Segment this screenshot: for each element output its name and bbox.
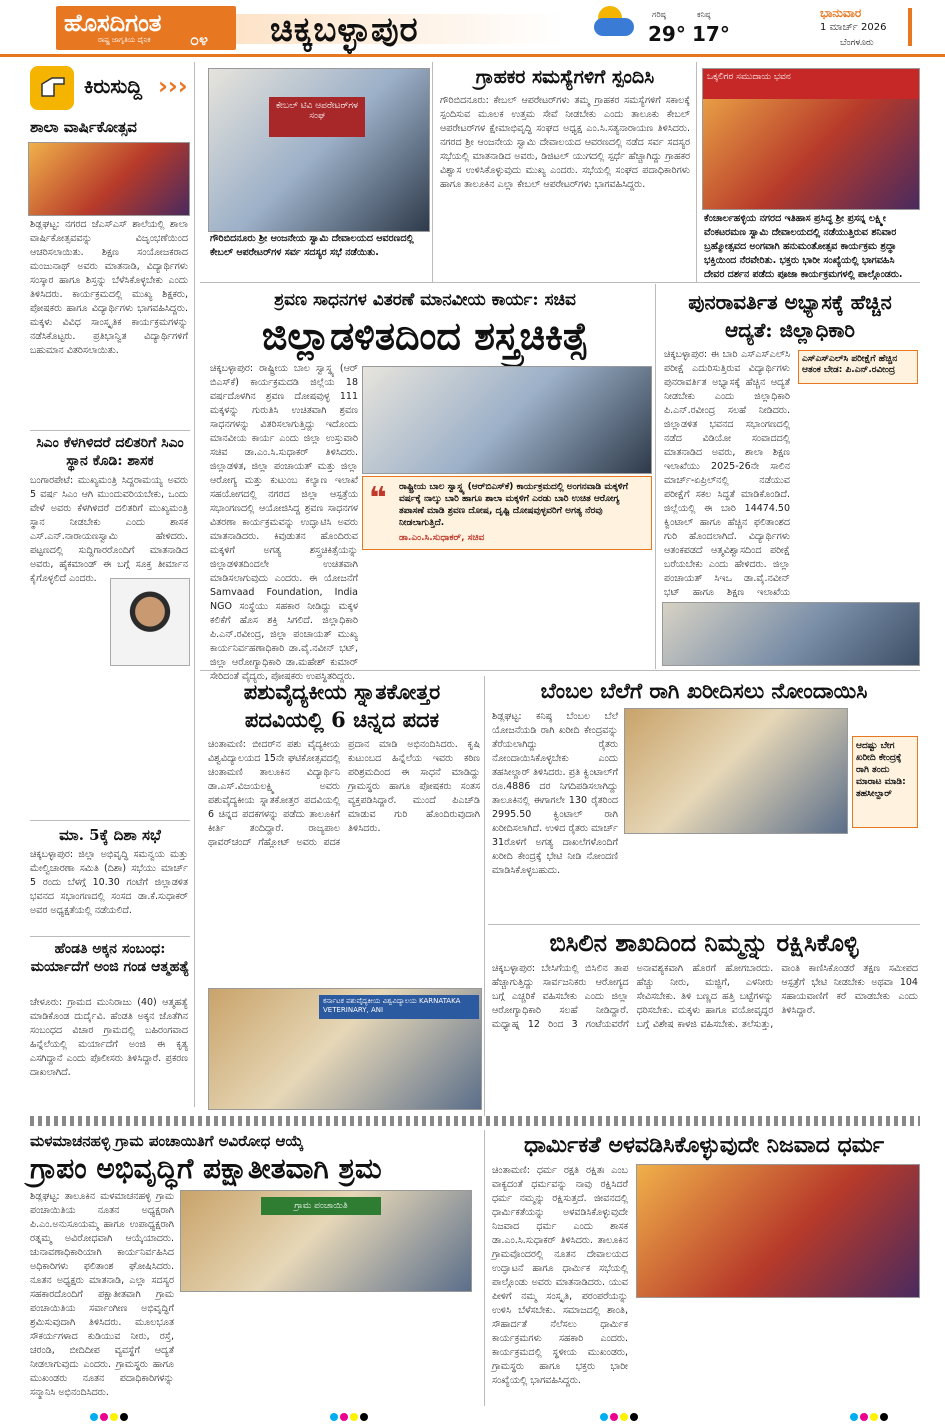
masthead (0, 0, 945, 56)
story-title: ಶಾಲಾ ವಾರ್ಷಿಕೋತ್ಸವ (30, 118, 137, 136)
photo-caption: ಕೆಂಚಾರ್ಲಹಳ್ಳಿಯ ನಗರದ ಇತಿಹಾಸ ಪ್ರಸಿದ್ಧ ಶ್ರೀ ಪ್ರಸನ್ನ ಲಕ್ಷ್ಮೀ ವೆಂಕಟರಮಣ ಸ್ವಾಮಿ ದೇವಾಲಯದಲ್ಲಿ ನಡೆಯುತ್ತಿರುವ ಶನಿವಾರ ಬ್ರಹ್ಮೋತ್ಸವದ ಅಂಗವಾಗಿ ಹನುಮಂತೋತ್ಸವ ಕಾರ್ಯಕ್ರಮ ಶ್ರದ್ಧಾ ಭಕ್ತಿಯಿಂದ ನೆರವೇರಿತು. ಭಕ್ತರು ಭಾರೀ ಸಂಖ್ಯೆಯಲ್ಲಿ ಭಾಗವಹಿಸಿ ದೇವರ ದರ್ಶನ ಪಡೆದು ಪೂಜಾ ಕಾರ್ಯಕ್ರಮಗಳಲ್ಲಿ ಪಾಲ್ಗೊಂಡರು. (704, 213, 903, 280)
paper-tagline: ರಾಷ್ಟ್ರ ಜಾಗೃತಿಯ ದೈನಿಕ (98, 36, 151, 44)
panchayat-banner: ಗ್ರಾಮ ಪಂಚಾಯಿತಿ (261, 1197, 381, 1215)
cable-meeting-photo (208, 68, 430, 232)
story-title: ಪಶುವೈದ್ಯಕೀಯ ಸ್ನಾತಕೋತ್ತರ ಪದವಿಯಲ್ಲಿ 6 ಚಿನ್ನದ ಪದಕ (243, 679, 441, 732)
weekday: ಭಾನುವಾರ (820, 6, 862, 20)
story-title: ಬೆಂಬಲ ಬೆಲೆಗೆ ರಾಗಿ ಖರೀದಿಸಲು ನೋಂದಾಯಿಸಿ (540, 678, 868, 703)
column-divider (432, 62, 433, 282)
column-divider (484, 1130, 485, 1406)
hand-point-icon (30, 66, 74, 110)
meeting-banner: ಕೇಬಲ್ ಟಿವಿ ಆಪರೇಟರ್‌ಗಳ ಸಂಘ (269, 97, 365, 137)
story-body: ಚಿಂತಾಮಣಿ: ಧರ್ಮ ರಕ್ಷತಿ ರಕ್ಷಿತಃ ಎಂಬ ವಾಕ್ಯದಂತೆ ಧರ್ಮವನ್ನು ನಾವು ರಕ್ಷಿಸಿದರೆ ಧರ್ಮ ನಮ್ಮನ್ನು ರಕ್ಷಿಸುತ್ತದೆ. ಜೀವನದಲ್ಲಿ ಧಾರ್ಮಿಕತೆಯನ್ನು ಅಳವಡಿಸಿಕೊಳ್ಳುವುದೇ ನಿಜವಾದ ಧರ್ಮ ಎಂದು ಶಾಸಕ ಡಾ.ಎಂ.ಸಿ.ಸುಧಾಕರ್ ತಿಳಿಸಿದರು. ತಾಲೂಕಿನ ಗ್ರಾಮವೊಂದರಲ್ಲಿ ನೂತನ ದೇವಾಲಯದ ಉದ್ಘಾಟನೆ ಹಾಗೂ ಧಾರ್ಮಿಕ ಸಭೆಯಲ್ಲಿ ಪಾಲ್ಗೊಂಡು ಅವರು ಮಾತನಾಡಿದರು. ಯುವ ಪೀಳಿಗೆ ನಮ್ಮ ಸಂಸ್ಕೃತಿ, ಪರಂಪರೆಯನ್ನು ಉಳಿಸಿ ಬೆಳೆಸಬೇಕು. ಸಮಾಜದಲ್ಲಿ ಶಾಂತಿ, ಸೌಹಾರ್ದತೆ ನೆಲೆಸಲು ಧಾರ್ಮಿಕ ಕಾರ್ಯಕ್ರಮಗಳು ಸಹಕಾರಿ ಎಂದರು. ಕಾರ್ಯಕ್ರಮದಲ್ಲಿ ಸ್ಥಳೀಯ ಮುಖಂಡರು, ಗ್ರಾಮಸ್ಥರು ಹಾಗೂ ಭಕ್ತರು ಭಾರೀ ಸಂಖ್ಯೆಯಲ್ಲಿ ಭಾಗವಹಿಸಿದ್ದರು. (492, 1165, 628, 1386)
quote-mark-icon: ❝ (369, 481, 387, 516)
masthead-marker (908, 8, 912, 46)
story-body-cont (30, 578, 106, 664)
video-conference-photo (662, 602, 920, 666)
section-rule (30, 936, 190, 937)
story-title: ಗ್ರಾಹಕರ ಸಮಸ್ಯೆಗಳಿಗೆ ಸ್ಪಂದಿಸಿ (475, 66, 655, 88)
story-title: ಧಾರ್ಮಿಕತೆ ಅಳವಡಿಸಿಕೊಳ್ಳುವುದೇ ನಿಜವಾದ ಧರ್ಮ (523, 1132, 885, 1158)
quote-author: ಡಾ.ಎಂ.ಸಿ.ಸುಧಾಕರ್, ಸಚಿವ (399, 533, 485, 543)
story-title: ಗ್ರಾಪಂ ಅಭಿವೃದ್ಧಿಗೆ ಪಕ್ಷಾತೀತವಾಗಿ ಶ್ರಮ (30, 1152, 382, 1185)
lead-kicker: ಶ್ರವಣ ಸಾಧನಗಳ ವಿತರಣೆ ಮಾನವೀಯ ಕಾರ್ಯ: ಸಚಿವ (274, 290, 576, 310)
story-body-cont (798, 390, 918, 600)
story-title: ಪುನರಾವರ್ತಿತ ಅಭ್ಯಾಸಕ್ಕೆ ಹೆಚ್ಚಿನ ಆದ್ಯತೆ: ಜಿಲ್ಲಾಧಿಕಾರಿ (688, 290, 892, 342)
registration-marks (0, 1406, 945, 1416)
story-body-cont (180, 1294, 470, 1404)
lead-body: ಚಿಕ್ಕಬಳ್ಳಾಪುರ: ರಾಷ್ಟ್ರೀಯ ಬಾಲ ಸ್ವಾಸ್ಥ್ಯ (ಆರ್ ಬಿಎಸ್‌ಕೆ) ಕಾರ್ಯಕ್ರಮದಡಿ ಜಿಲ್ಲೆಯ 18 ವರ್ಷದೊಳಗಿನ ಶ್ರವಣ ದೋಷವುಳ್ಳ 111 ಮಕ್ಕಳನ್ನು ಗುರುತಿಸಿ ಉಚಿತವಾಗಿ ಶ್ರವಣ ಸಾಧನಗಳನ್ನು ವಿತರಿಸಲಾಗುತ್ತಿದ್ದು ಇದೊಂದು ಮಾನವೀಯ ಕಾರ್ಯ ಎಂದು ಜಿಲ್ಲಾ ಉಸ್ತುವಾರಿ ಸಚಿವ ಡಾ.ಎಂ.ಸಿ.ಸುಧಾಕರ್ ತಿಳಿಸಿದರು. ಜಿಲ್ಲಾಡಳಿತ, ಜಿಲ್ಲಾ ಪಂಚಾಯತ್ ಮತ್ತು ಜಿಲ್ಲಾ ಆರೋಗ್ಯ ಮತ್ತು ಕುಟುಂಬ ಕಲ್ಯಾಣ ಇಲಾಖೆ ಸಹಯೋಗದಲ್ಲಿ ನಗರದ ಜಿಲ್ಲಾ ಆಸ್ಪತ್ರೆಯ ಸಭಾಂಗಣದಲ್ಲಿ ಆಯೋಜಿಸಿದ್ದ ಶ್ರವಣ ಸಾಧನಗಳ ವಿತರಣಾ ಕಾರ್ಯಕ್ರಮವನ್ನು ಉದ್ಘಾಟಿಸಿ ಅವರು ಮಾತನಾಡಿದರು. ಕಿವುಡುತನ ಹೊಂದಿರುವ ಮಕ್ಕಳಿಗೆ ಅಗತ್ಯ ಶಸ್ತ್ರಚಿಕಿತ್ಸೆಯನ್ನು ಜಿಲ್ಲಾಡಳಿತದಿಂದಲೇ ಉಚಿತವಾಗಿ ಮಾಡಿಸಲಾಗುವುದು ಎಂದರು. ಈ ಯೋಜನೆಗೆ Samvaad Foundation, India NGO ಸಂಸ್ಥೆಯು ಸಹಕಾರ ನೀಡಿದ್ದು ಮಕ್ಕಳ ಕಲಿಕೆಗೆ ಹೊಸ ಶಕ್ತಿ ಸಿಗಲಿದೆ. ಜಿಲ್ಲಾಧಿಕಾರಿ ಪಿ.ಎನ್.ರವೀಂದ್ರ, ಜಿಲ್ಲಾ ಪಂಚಾಯತ್ ಮುಖ್ಯ ಕಾರ್ಯನಿರ್ವಹಣಾಧಿಕಾರಿ ಡಾ.ವೈ.ನವೀನ್ ಭಟ್, ಜಿಲ್ಲಾ ಆರೋಗ್ಯಾಧಿಕಾರಿ ಡಾ.ಮಹೇಶ್ ಕುಮಾರ್ ಸೇರಿದಂತೆ ವೈದ್ಯರು, ಪೋಷಕರು ಉಪಸ್ಥಿತರಿದ್ದರು. (210, 363, 358, 682)
story-body: ಚೇಳೂರು: ಗ್ರಾಮದ ಮುನಿರಾಜು (40) ಆತ್ಮಹತ್ಯೆ ಮಾಡಿಕೊಂಡ ದುರ್ದೈವಿ. ಹೆಂಡತಿ ಅಕ್ಕನ ಜೊತೆಗಿನ ಸಂಬಂಧದ ವಿಚಾರ ಗ್ರಾಮದಲ್ಲಿ ಬಹಿರಂಗವಾದ ಹಿನ್ನೆಲೆಯಲ್ಲಿ ಮರ್ಯಾದೆಗೆ ಅಂಜಿ ಈ ಕೃತ್ಯ ಎಸಗಿದ್ದಾನೆ ಎಂದು ಪೊಲೀಸರು ತಿಳಿಸಿದ್ದಾರೆ. ಪ್ರಕರಣ ದಾಖಲಾಗಿದೆ. (30, 997, 188, 1078)
issue-date: 1 ಮಾರ್ಚ್ 2026 (820, 22, 887, 33)
story-sidebox: ಎಸ್ಎಸ್ಎಲ್‌ಸಿ ಪರೀಕ್ಷೆಗೆ ಹೆಚ್ಚಿನ ಆತಂಕ ಬೇಡ: ಪಿ.ಎನ್.ರವೀಂದ್ರ (798, 350, 918, 384)
story-body: ಗೌರಿಬಿದನೂರು: ಕೇಬಲ್ ಆಪರೇಟರ್‌ಗಳು ತಮ್ಮ ಗ್ರಾಹಕರ ಸಮಸ್ಯೆಗಳಿಗೆ ಸಕಾಲಕ್ಕೆ ಸ್ಪಂದಿಸುವ ಮೂಲಕ ಉತ್ತಮ ಸೇವೆ ನೀಡಬೇಕು ಎಂದು ತಾಲೂಕು ಕೇಬಲ್ ಆಪರೇಟರ್‌ಗಳ ಕ್ಷೇಮಾಭಿವೃದ್ಧಿ ಸಂಘದ ಅಧ್ಯಕ್ಷ ಎಂ.ಸಿ.ಸತ್ಯನಾರಾಯಣ ತಿಳಿಸಿದರು. ನಗರದ ಶ್ರೀ ಆಂಜನೇಯ ಸ್ವಾಮಿ ದೇವಾಲಯದ ಆವರಣದಲ್ಲಿ ನಡೆದ ಸರ್ವ ಸದಸ್ಯರ ಸಭೆಯಲ್ಲಿ ಮಾತನಾಡಿದ ಅವರು, ಡಿಜಿಟಲ್ ಯುಗದಲ್ಲಿ ಸ್ಪರ್ಧೆ ಹೆಚ್ಚಾಗಿದ್ದು ಗ್ರಾಹಕರ ವಿಶ್ವಾಸ ಉಳಿಸಿಕೊಳ್ಳುವುದು ಮುಖ್ಯ ಎಂದರು. ಸಭೆಯಲ್ಲಿ ಸಂಘದ ಪದಾಧಿಕಾರಿಗಳು ಹಾಗೂ ತಾಲೂಕಿನ ಎಲ್ಲಾ ಕೇಬಲ್ ಆಪರೇಟರ್‌ಗಳು ಭಾಗವಹಿಸಿದ್ದರು. (440, 95, 690, 190)
story-sidebox: ಆದಷ್ಟು ಬೇಗ ಖರೀದಿ ಕೇಂದ್ರಕ್ಕೆ ರಾಗಿ ತಂದು ಮಾರಾಟ ಮಾಡಿ: ತಹಸೀಲ್ದಾರ್ (852, 736, 918, 828)
section-rule (30, 820, 190, 821)
religious-event-photo (636, 1164, 920, 1298)
section-rule (30, 430, 190, 431)
story-title: ಸಿಎಂ ಕೆಳಗಿಳಿದರೆ ದಲಿತರಿಗೆ ಸಿಎಂ ಸ್ಥಾನ ಕೊಡಿ: ಶಾಸಕ (36, 435, 184, 469)
quote-text: ರಾಷ್ಟ್ರೀಯ ಬಾಲ ಸ್ವಾಸ್ಥ್ಯ (ಆರ್‌ಬಿಎಸ್‌ಕೆ) ಕಾರ್ಯಕ್ರಮದಲ್ಲಿ ಅಂಗನವಾಡಿ ಮಕ್ಕಳಿಗೆ ವರ್ಷಕ್ಕೆ ನಾಲ್ಕು ಬಾರಿ ಹಾಗೂ ಶಾಲಾ ಮಕ್ಕಳಿಗೆ ಎರಡು ಬಾರಿ ಉಚಿತ ಆರೋಗ್ಯ ತಪಾಸಣೆ ಮಾಡಿ ಶ್ರವಣ ದೋಷ, ದೃಷ್ಟಿ ದೋಷವುಳ್ಳವರಿಗೆ ಅಗತ್ಯ ನೆರವು ನೀಡಲಾಗುತ್ತಿದೆ. (399, 482, 628, 528)
story-title: ಹೆಂಡತಿ ಅಕ್ಕನ ಸಂಬಂಧ: ಮರ್ಯಾದೆಗೆ ಅಂಜಿ ಗಂಡ ಆತ್ಮಹತ್ಯೆ (30, 941, 190, 975)
story-body-cont (624, 836, 918, 920)
column-divider (194, 62, 195, 1107)
ragi-center-photo (624, 708, 848, 834)
issue-place: ಬೆಂಗಳೂರು (840, 38, 874, 48)
column-divider (655, 284, 656, 669)
story-body: ಚಿಂತಾಮಣಿ: ಬೀದರ್‌ನ ಪಶು ವೈದ್ಯಕೀಯ ವಿಶ್ವವಿದ್ಯಾಲಯದ 15ನೇ ಘಟಿಕೋತ್ಸವದಲ್ಲಿ ಚಿಂತಾಮಣಿ ತಾಲೂಕಿನ ವಿದ್ಯಾರ್ಥಿನಿ ಡಾ.ಎಸ್.ವಿಜಯಲಕ್ಷ್ಮಿ ಅವರು ಪಶುವೈದ್ಯಕೀಯ ಸ್ನಾತಕೋತ್ತರ ಪದವಿಯಲ್ಲಿ 6 ಚಿನ್ನದ ಪದಕಗಳನ್ನು ಪಡೆದು ತಾಲೂಕಿಗೆ ಕೀರ್ತಿ ತಂದಿದ್ದಾರೆ. ರಾಜ್ಯಪಾಲ ಥಾವರ್‌ಚಂದ್ ಗೆಹ್ಲೋಟ್ ಅವರು ಪದಕ ಪ್ರದಾನ ಮಾಡಿ ಅಭಿನಂದಿಸಿದರು. ಕೃಷಿ ಕುಟುಂಬದ ಹಿನ್ನೆಲೆಯ ಇವರು ಕಠಿಣ ಪರಿಶ್ರಮದಿಂದ ಈ ಸಾಧನೆ ಮಾಡಿದ್ದು ಗ್ರಾಮಸ್ಥರು ಹಾಗೂ ಪೋಷಕರು ಸಂತಸ ವ್ಯಕ್ತಪಡಿಸಿದ್ದಾರೆ. ಮುಂದೆ ಪಿಎಚ್‌ಡಿ ಮಾಡುವ ಗುರಿ ಹೊಂದಿರುವುದಾಗಿ ತಿಳಿಸಿದರು. (208, 739, 480, 848)
story-body: ಶಿಡ್ಲಘಟ್ಟ: ಕನಿಷ್ಠ ಬೆಂಬಲ ಬೆಲೆ ಯೋಜನೆಯಡಿ ರಾಗಿ ಖರೀದಿ ಕೇಂದ್ರವನ್ನು ತೆರೆಯಲಾಗಿದ್ದು ರೈತರು ನೋಂದಾಯಿಸಿಕೊಳ್ಳಬೇಕು ಎಂದು ತಹಸೀಲ್ದಾರ್ ತಿಳಿಸಿದರು. ಪ್ರತಿ ಕ್ವಿಂಟಾಲ್‌ಗೆ ರೂ.4886 ದರ ನಿಗದಿಪಡಿಸಲಾಗಿದ್ದು ತಾಲೂಕಿನಲ್ಲಿ ಈಗಾಗಲೇ 130 ರೈತರಿಂದ 2995.50 ಕ್ವಿಂಟಾಲ್ ರಾಗಿ ಖರೀದಿಸಲಾಗಿದೆ. ಉಳಿದ ರೈತರು ಮಾರ್ಚ್ 31ರೊಳಗೆ ಅಗತ್ಯ ದಾಖಲೆಗಳೊಂದಿಗೆ ಖರೀದಿ ಕೇಂದ್ರಕ್ಕೆ ಭೇಟಿ ನೀಡಿ ನೋಂದಣಿ ಮಾಡಿಸಿಕೊಳ್ಳಬಹುದು. (492, 711, 618, 876)
max-temp-label: ಗರಿಷ್ಠ (652, 10, 666, 19)
section-rule (488, 924, 920, 925)
photo-caption: ಗೌರಿಬಿದನೂರು ಶ್ರೀ ಆಂಜನೇಯ ಸ್ವಾಮಿ ದೇವಾಲಯದ ಆವರಣದಲ್ಲಿ ಕೇಬಲ್ ಆಪರೇಟರ್‌ಗಳ ಸರ್ವ ಸದಸ್ಯರ ಸಭೆ ನಡೆಯಿತು. (210, 233, 414, 258)
quote-box (362, 476, 652, 550)
story-body: ಶಿಡ್ಲಘಟ್ಟ: ನಗರದ ಜೆಎಸ್‌ಎಸ್ ಶಾಲೆಯಲ್ಲಿ ಶಾಲಾ ವಾರ್ಷಿಕೋತ್ಸವವನ್ನು ವಿಜೃಂಭಣೆಯಿಂದ ಆಚರಿಸಲಾಯಿತು. ಶಿಕ್ಷಣ ಸಂಯೋಜಕರಾದ ಮಂಜುನಾಥ್ ಅವರು ಮಾತನಾಡಿ, ವಿದ್ಯಾರ್ಥಿಗಳು ಸಂಸ್ಕಾರ ಹಾಗೂ ಶಿಸ್ತನ್ನು ಬೆಳೆಸಿಕೊಳ್ಳಬೇಕು ಎಂದು ತಿಳಿಸಿದರು. ಕಾರ್ಯಕ್ರಮದಲ್ಲಿ ಮುಖ್ಯ ಶಿಕ್ಷಕರು, ಪೋಷಕರು ಹಾಗೂ ವಿದ್ಯಾರ್ಥಿಗಳು ಭಾಗವಹಿಸಿದ್ದರು. ಮಕ್ಕಳು ವಿವಿಧ ಸಾಂಸ್ಕೃತಿಕ ಕಾರ್ಯಕ್ರಮಗಳನ್ನು ನಡೆಸಿಕೊಟ್ಟರು. ಪ್ರತಿಭಾನ್ವಿತ ವಿದ್ಯಾರ್ಥಿಗಳಿಗೆ ಬಹುಮಾನ ವಿತರಿಸಲಾಯಿತು. (30, 219, 188, 356)
story-body: ಚಿಕ್ಕಬಳ್ಳಾಪುರ: ಈ ಬಾರಿ ಎಸ್‌ಎಸ್‌ಎಲ್‌ಸಿ ಪರೀಕ್ಷೆ ಎದುರಿಸುತ್ತಿರುವ ವಿದ್ಯಾರ್ಥಿಗಳು ಪುನರಾವರ್ತಿತ ಅಭ್ಯಾಸಕ್ಕೆ ಹೆಚ್ಚಿನ ಆದ್ಯತೆ ನೀಡಬೇಕು ಎಂದು ಜಿಲ್ಲಾಧಿಕಾರಿ ಪಿ.ಎನ್.ರವೀಂದ್ರ ಸಲಹೆ ನೀಡಿದರು. ಜಿಲ್ಲಾಡಳಿತ ಭವನದ ಸಭಾಂಗಣದಲ್ಲಿ ನಡೆದ ವಿಡಿಯೋ ಸಂವಾದದಲ್ಲಿ ಮಾತನಾಡಿದ ಅವರು, ಶಾಲಾ ಶಿಕ್ಷಣ ಇಲಾಖೆಯು 2025-26ನೇ ಸಾಲಿನ ಮಾರ್ಚ್-ಏಪ್ರಿಲ್‌ನಲ್ಲಿ ನಡೆಯುವ ಪರೀಕ್ಷೆಗೆ ಸಕಲ ಸಿದ್ಧತೆ ಮಾಡಿಕೊಂಡಿದೆ. ಜಿಲ್ಲೆಯಲ್ಲಿ ಈ ಬಾರಿ 14474.50 ಕ್ವಿಂಟಾಲ್ ಹಾಗೂ ಹೆಚ್ಚಿನ ಫಲಿತಾಂಶದ ಗುರಿ ಹೊಂದಲಾಗಿದೆ. ವಿದ್ಯಾರ್ಥಿಗಳು ಆತಂಕಪಡದೆ ಆತ್ಮವಿಶ್ವಾಸದಿಂದ ಪರೀಕ್ಷೆ ಬರೆಯಬೇಕು ಎಂದು ಹೇಳಿದರು. ಜಿಲ್ಲಾ ಪಂಚಾಯತ್ ಸಿಇಒ ಡಾ.ವೈ.ನವೀನ್ ಭಟ್ ಹಾಗೂ ಶಿಕ್ಷಣ ಇಲಾಖೆಯ (664, 349, 790, 598)
story-body: ಬಂಗಾರಪೇಟೆ: ಮುಖ್ಯಮಂತ್ರಿ ಸಿದ್ದರಾಮಯ್ಯ ಅವರು 5 ವರ್ಷ ಸಿಎಂ ಆಗಿ ಮುಂದುವರಿಯಬೇಕು, ಒಂದು ವೇಳೆ ಅವರು ಕೆಳಗಿಳಿದರೆ ದಲಿತರಿಗೆ ಮುಖ್ಯಮಂತ್ರಿ ಸ್ಥಾನ ನೀಡಬೇಕು ಎಂದು ಶಾಸಕ ಎಸ್.ಎನ್.ನಾರಾಯಣಸ್ವಾಮಿ ಹೇಳಿದರು. ಪಟ್ಟಣದಲ್ಲಿ ಸುದ್ದಿಗಾರರೊಂದಿಗೆ ಮಾತನಾಡಿದ ಅವರು, ಹೈಕಮಾಂಡ್ ಈ ಬಗ್ಗೆ ಸೂಕ್ತ ತೀರ್ಮಾನ ಕೈಗೊಳ್ಳಲಿದೆ ಎಂದರು. (30, 475, 188, 584)
story-body: ಚಿಕ್ಕಬಳ್ಳಾಪುರ: ಬೇಸಿಗೆಯಲ್ಲಿ ಬಿಸಿಲಿನ ತಾಪ ಹೆಚ್ಚಾಗುತ್ತಿದ್ದು ಸಾರ್ವಜನಿಕರು ಆರೋಗ್ಯದ ಬಗ್ಗೆ ಎಚ್ಚರಿಕೆ ವಹಿಸಬೇಕು ಎಂದು ಜಿಲ್ಲಾ ಆರೋಗ್ಯಾಧಿಕಾರಿ ಸಲಹೆ ನೀಡಿದ್ದಾರೆ. ಮಧ್ಯಾಹ್ನ 12 ರಿಂದ 3 ಗಂಟೆಯವರೆಗೆ ಅನಾವಶ್ಯಕವಾಗಿ ಹೊರಗೆ ಹೋಗಬಾರದು. ಹೆಚ್ಚು ನೀರು, ಮಜ್ಜಿಗೆ, ಎಳನೀರು ಸೇವಿಸಬೇಕು. ತಿಳಿ ಬಣ್ಣದ ಹತ್ತಿ ಬಟ್ಟೆಗಳನ್ನು ಧರಿಸಬೇಕು. ಮಕ್ಕಳು ಹಾಗೂ ವಯೋವೃದ್ಧರ ಬಗ್ಗೆ ವಿಶೇಷ ಕಾಳಜಿ ವಹಿಸಬೇಕು. ತಲೆಸುತ್ತು, ವಾಂತಿ ಕಾಣಿಸಿಕೊಂಡರೆ ತಕ್ಷಣ ಸಮೀಪದ ಆಸ್ಪತ್ರೆಗೆ ಭೇಟಿ ನೀಡಬೇಕು ಅಥವಾ 104 ಸಹಾಯವಾಣಿಗೆ ಕರೆ ಮಾಡಬೇಕು ಎಂದು ತಿಳಿಸಿದ್ದಾರೆ. (492, 963, 918, 1030)
hall-banner: ಒಕ್ಕಲಿಗರ ಸಮುದಾಯ ಭವನ (703, 69, 919, 99)
temple-event-photo (702, 68, 920, 210)
lead-body-cont (362, 552, 650, 660)
lead-title: ಜಿಲ್ಲಾಡಳಿತದಿಂದ ಶಸ್ತ್ರಚಿಕಿತ್ಸೆ (261, 313, 589, 358)
min-temp: 17° (692, 22, 730, 46)
column-divider (696, 62, 697, 282)
story-kicker: ಮಳಮಾಚನಹಳ್ಳಿ ಗ್ರಾಮ ಪಂಚಾಯಿತಿಗೆ ಅವಿರೋಧ ಆಯ್ಕೆ (30, 1132, 304, 1150)
story-title: ಮಾ. 5ಕ್ಕೆ ದಿಶಾ ಸಭೆ (59, 826, 161, 844)
story-title: ಬಿಸಿಲಿನ ಶಾಖದಿಂದ ನಿಮ್ಮನ್ನು ರಕ್ಷಿಸಿಕೊಳ್ಳಿ (549, 928, 859, 957)
university-banner: ಕರ್ನಾಟಕ ಪಶುವೈದ್ಯಕೀಯ ವಿಶ್ವವಿದ್ಯಾಲಯ KARNATAKA VETERINARY, ANI (319, 995, 479, 1019)
section-rule (200, 282, 920, 283)
column-divider (484, 676, 485, 1116)
paper-name: ಹೊಸದಿಗಂತ (64, 8, 162, 37)
chevron-right-icon: ››› (158, 72, 188, 100)
page-number: ೦೪ (190, 30, 208, 49)
mla-portrait (110, 578, 190, 666)
max-temp: 29° (648, 22, 686, 46)
hearing-aid-event-photo (362, 366, 652, 474)
masthead-rule (0, 54, 945, 57)
cloud-icon (594, 18, 634, 36)
section-separator (30, 1116, 920, 1126)
school-event-photo (28, 142, 190, 216)
story-body-cont (636, 1300, 918, 1404)
story-body: ಚಿಕ್ಕಬಳ್ಳಾಪುರ: ಜಿಲ್ಲಾ ಅಭಿವೃದ್ಧಿ ಸಮನ್ವಯ ಮತ್ತು ಮೇಲ್ವಿಚಾರಣಾ ಸಮಿತಿ (ದಿಶಾ) ಸಭೆಯು ಮಾರ್ಚ್ 5 ರಂದು ಬೆಳಗ್ಗೆ 10.30 ಗಂಟೆಗೆ ಜಿಲ್ಲಾಡಳಿತ ಭವನದ ಸಭಾಂಗಣದಲ್ಲಿ ಸಂಸದ ಡಾ.ಕೆ.ಸುಧಾಕರ್ ಅವರ ಅಧ್ಯಕ್ಷತೆಯಲ್ಲಿ ನಡೆಯಲಿದೆ. (30, 849, 188, 916)
convocation-photo (208, 988, 482, 1110)
panchayat-felicitation-photo (180, 1190, 472, 1292)
story-body: ಶಿಡ್ಲಘಟ್ಟ: ತಾಲೂಕಿನ ಮಳಮಾಚನಹಳ್ಳಿ ಗ್ರಾಮ ಪಂಚಾಯಿತಿಯ ನೂತನ ಅಧ್ಯಕ್ಷರಾಗಿ ಪಿ.ಎಂ.ಅನುಸೂಯಮ್ಮ ಹಾಗೂ ಉಪಾಧ್ಯಕ್ಷರಾಗಿ ರತ್ನಮ್ಮ ಅವಿರೋಧವಾಗಿ ಆಯ್ಕೆಯಾದರು. ಚುನಾವಣಾಧಿಕಾರಿಯಾಗಿ ಕಾರ್ಯನಿರ್ವಹಿಸಿದ ಅಧಿಕಾರಿಗಳು ಫಲಿತಾಂಶ ಘೋಷಿಸಿದರು. ನೂತನ ಅಧ್ಯಕ್ಷರು ಮಾತನಾಡಿ, ಎಲ್ಲಾ ಸದಸ್ಯರ ಸಹಕಾರದೊಂದಿಗೆ ಪಕ್ಷಾತೀತವಾಗಿ ಗ್ರಾಮ ಪಂಚಾಯಿತಿಯ ಸರ್ವಾಂಗೀಣ ಅಭಿವೃದ್ಧಿಗೆ ಶ್ರಮಿಸುವುದಾಗಿ ತಿಳಿಸಿದರು. ಮೂಲಭೂತ ಸೌಕರ್ಯಗಳಾದ ಕುಡಿಯುವ ನೀರು, ರಸ್ತೆ, ಚರಂಡಿ, ಬೀದಿದೀಪ ವ್ಯವಸ್ಥೆಗೆ ಆದ್ಯತೆ ನೀಡಲಾಗುವುದು ಎಂದರು. ಗ್ರಾಮಸ್ಥರು ಹಾಗೂ ಮುಖಂಡರು ನೂತನ ಪದಾಧಿಕಾರಿಗಳನ್ನು ಸನ್ಮಾನಿಸಿ ಅಭಿನಂದಿಸಿದರು. (30, 1191, 174, 1398)
min-temp-label: ಕನಿಷ್ಠ (697, 10, 711, 19)
city-title: ಚಿಕ್ಕಬಳ್ಳಾಪುರ (270, 10, 419, 50)
kirusuddi-label: ಕಿರುಸುದ್ದಿ (84, 74, 143, 98)
